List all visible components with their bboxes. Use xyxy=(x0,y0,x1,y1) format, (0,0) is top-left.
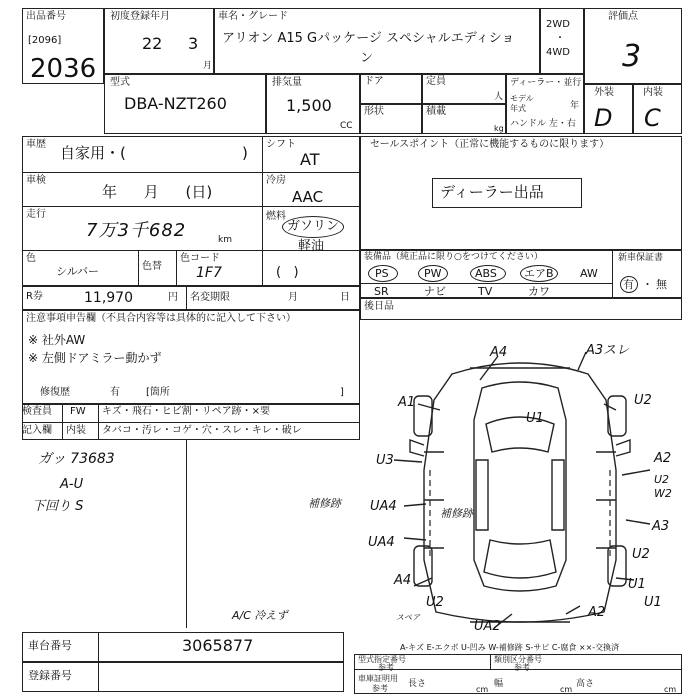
grade-label: 評価点 xyxy=(608,11,638,22)
fuel-paren: ( ) xyxy=(276,265,299,280)
displacement-value: 1,500 xyxy=(286,96,332,115)
mark-u1-b: U1 xyxy=(628,577,646,592)
day-label: 日 xyxy=(340,292,350,303)
mileage-label: 走行 xyxy=(26,209,46,220)
mark-spare: スペア xyxy=(396,613,420,622)
equip-tv: TV xyxy=(478,285,493,298)
lot-label: 出品番号 xyxy=(26,11,66,22)
type-plate-ref: 参考 xyxy=(378,663,394,672)
inspector-label2: 記入欄 xyxy=(22,425,52,436)
type-plate-label: 型式指定番号 xyxy=(358,655,406,664)
handle-label: ハンドル 左・右 xyxy=(510,119,576,129)
mark-w2: W2 xyxy=(654,487,672,500)
fuel-gasoline: ガソリン xyxy=(287,219,340,234)
mark-u1: U1 xyxy=(526,411,544,426)
color-label: 色 xyxy=(26,253,36,264)
lot-number: 2036 xyxy=(30,54,97,84)
certificate-label: 車庫証明用 xyxy=(358,674,398,683)
recycle-value: 11,970 xyxy=(84,290,133,306)
mark-u2-left: U2 xyxy=(632,547,650,562)
color-value: シルバー xyxy=(56,265,99,278)
color-code-value: 1F7 xyxy=(196,265,222,281)
mark-ua2: UA2 xyxy=(474,619,501,634)
grade-value: 3 xyxy=(622,39,642,74)
reg-label: 登録番号 xyxy=(28,669,72,682)
hand-repair1: 補修跡 xyxy=(308,497,341,510)
mark-a3-top: A3スレ xyxy=(586,343,630,358)
mark-u2-bottom: U2 xyxy=(426,595,444,610)
chassis-label: 車台番号 xyxy=(28,639,72,652)
model-year-label2: 年式 xyxy=(510,104,526,113)
lot-sub: [2096] xyxy=(28,35,62,46)
shape-label: 形状 xyxy=(364,106,384,117)
mark-a4-top: A4 xyxy=(490,345,508,360)
yen-unit: 円 xyxy=(168,292,178,303)
mark-ua4-b: UA4 xyxy=(368,535,395,550)
history-label: 車歴 xyxy=(26,139,46,150)
inspector-fw: FW xyxy=(70,406,86,417)
mark-ua4-a: UA4 xyxy=(370,499,397,514)
recycle-label: R券 xyxy=(26,291,43,302)
model-year-label: モデル xyxy=(510,94,534,103)
month-unit: 月 xyxy=(203,61,213,71)
hand-line3: 下回り S xyxy=(32,499,84,514)
history-value: 自家用・( xyxy=(60,144,126,162)
model-label: 車名・グレード xyxy=(218,11,288,22)
drive-4wd: 4WD xyxy=(546,47,570,58)
dealer-stamp: ディーラー出品 xyxy=(440,183,544,201)
capacity-label: 定員 xyxy=(426,76,446,87)
kg-unit: kg xyxy=(494,124,504,133)
drive-dot: ・ xyxy=(555,33,565,44)
certificate-ref: 参考 xyxy=(372,684,388,693)
width-cm: cm xyxy=(560,685,573,694)
warranty-no: 無 xyxy=(656,278,667,291)
equip-airbag: エアB xyxy=(524,267,554,280)
repair-value: 有 xyxy=(110,387,120,398)
notes-label: 注意事項申告欄（不具合内容等は具体的に記入して下さい） xyxy=(26,313,296,324)
year-unit: 年 xyxy=(570,101,580,111)
first-reg-label: 初度登録年月 xyxy=(110,11,170,22)
equip-ps: PS xyxy=(375,267,389,280)
interior-value: C xyxy=(644,104,661,132)
month-label: 月 xyxy=(288,292,298,303)
hand-ac-note: A/C 冷えず xyxy=(232,609,288,622)
legend: A-キズ E-エクボ U-凹み W-補修跡 S-サビ C-腐食 ××-交換済 xyxy=(400,643,620,652)
equip-sr: SR xyxy=(374,285,389,298)
km-unit: km xyxy=(218,235,232,245)
mark-a2-bottom: A2 xyxy=(588,605,606,620)
location-label: [箇所 xyxy=(146,387,170,398)
model-name: アリオン A15 Gパッケージ スペシャルエディショ xyxy=(222,31,515,46)
displacement-label: 排気量 xyxy=(272,77,302,88)
drive-2wd: 2WD xyxy=(546,19,570,30)
mark-u2-right: U2 xyxy=(654,473,670,486)
location-end: ] xyxy=(340,387,344,398)
mark-u2-top-right: U2 xyxy=(634,393,652,408)
chassis-value: 3065877 xyxy=(182,636,254,655)
notes-line1: ※ 社外AW xyxy=(28,333,86,347)
inspector-label1: 検査員 xyxy=(22,406,52,417)
post-install-label: 後日品 xyxy=(364,301,394,312)
equip-aw: AW xyxy=(580,267,598,280)
hand-line2: A-U xyxy=(60,477,84,492)
notes-line2: ※ 左側ドアミラー動かず xyxy=(28,351,162,365)
fuel-diesel: 軽油 xyxy=(298,239,325,254)
ac-label: 冷房 xyxy=(266,175,286,186)
category-label: 類別区分番号 xyxy=(494,655,542,664)
length-cm: cm xyxy=(476,685,489,694)
name-change-label: 名変期限 xyxy=(190,292,230,303)
inspector-codes2: タバコ・汚レ・コゲ・穴・スレ・キレ・破レ xyxy=(102,425,302,436)
mark-u3: U3 xyxy=(376,453,394,468)
equip-leather: カワ xyxy=(528,285,550,298)
person-unit: 人 xyxy=(494,92,504,102)
mark-u1-bottom: U1 xyxy=(644,595,662,610)
interior-label: 内装 xyxy=(643,87,663,98)
first-reg-year: 22 xyxy=(142,34,163,53)
color-change-label: 色替 xyxy=(142,261,162,272)
inspector-interior: 内装 xyxy=(66,425,86,436)
ac-value: AAC xyxy=(292,188,324,206)
exterior-label: 外装 xyxy=(594,87,614,98)
history-paren: ) xyxy=(242,144,248,162)
mark-a1-left: A1 xyxy=(398,395,416,410)
inspector-codes1: キズ・飛石・ヒビ割・リペア跡・×要 xyxy=(102,406,270,417)
model-name-cont: ン xyxy=(360,51,374,66)
shift-value: AT xyxy=(300,150,320,169)
mark-a4-bottom: A4 xyxy=(394,573,412,588)
fuel-label: 燃料 xyxy=(266,211,286,222)
dealer-label: ディーラー・並行 xyxy=(510,78,582,88)
height-cm: cm xyxy=(664,685,677,694)
inspection-value: 年 月 (日) xyxy=(102,183,213,201)
hand-repair2: 補修跡 xyxy=(440,507,473,520)
mileage-value: 7万3千682 xyxy=(86,220,187,241)
exterior-value: D xyxy=(594,104,613,132)
color-code-label: 色コード xyxy=(180,253,220,264)
door-label: ドア xyxy=(364,76,384,87)
height-label: 高さ xyxy=(576,679,595,689)
post-install-box xyxy=(360,298,682,320)
warranty-sep: ・ xyxy=(642,278,653,291)
category-ref: 参考 xyxy=(514,663,530,672)
load-label: 積載 xyxy=(426,106,446,117)
repair-label: 修復歴 xyxy=(40,387,70,398)
length-label: 長さ xyxy=(408,679,427,689)
warranty-label: 新車保証書 xyxy=(618,253,664,263)
shift-label: シフト xyxy=(266,139,296,150)
equip-pw: PW xyxy=(424,267,442,280)
cc-unit: CC xyxy=(340,121,353,131)
equip-abs: ABS xyxy=(475,267,497,280)
width-label: 幅 xyxy=(494,679,504,689)
warranty-yes: 有 xyxy=(623,278,634,291)
type-value: DBA-NZT260 xyxy=(124,94,227,113)
type-label: 型式 xyxy=(110,77,130,88)
inspection-label: 車検 xyxy=(26,175,46,186)
mark-a2-right: A2 xyxy=(654,451,672,466)
equipment-label: 装備品（純正品に限り○をつけてください） xyxy=(364,252,543,262)
first-reg-month: 3 xyxy=(188,34,199,53)
mark-a3-right: A3 xyxy=(652,519,670,534)
hand-line1: ガッ 73683 xyxy=(38,451,115,467)
equip-navi: ナビ xyxy=(424,285,446,298)
sales-label: セールスポイント（正常に機能するものに限ります） xyxy=(370,139,610,150)
